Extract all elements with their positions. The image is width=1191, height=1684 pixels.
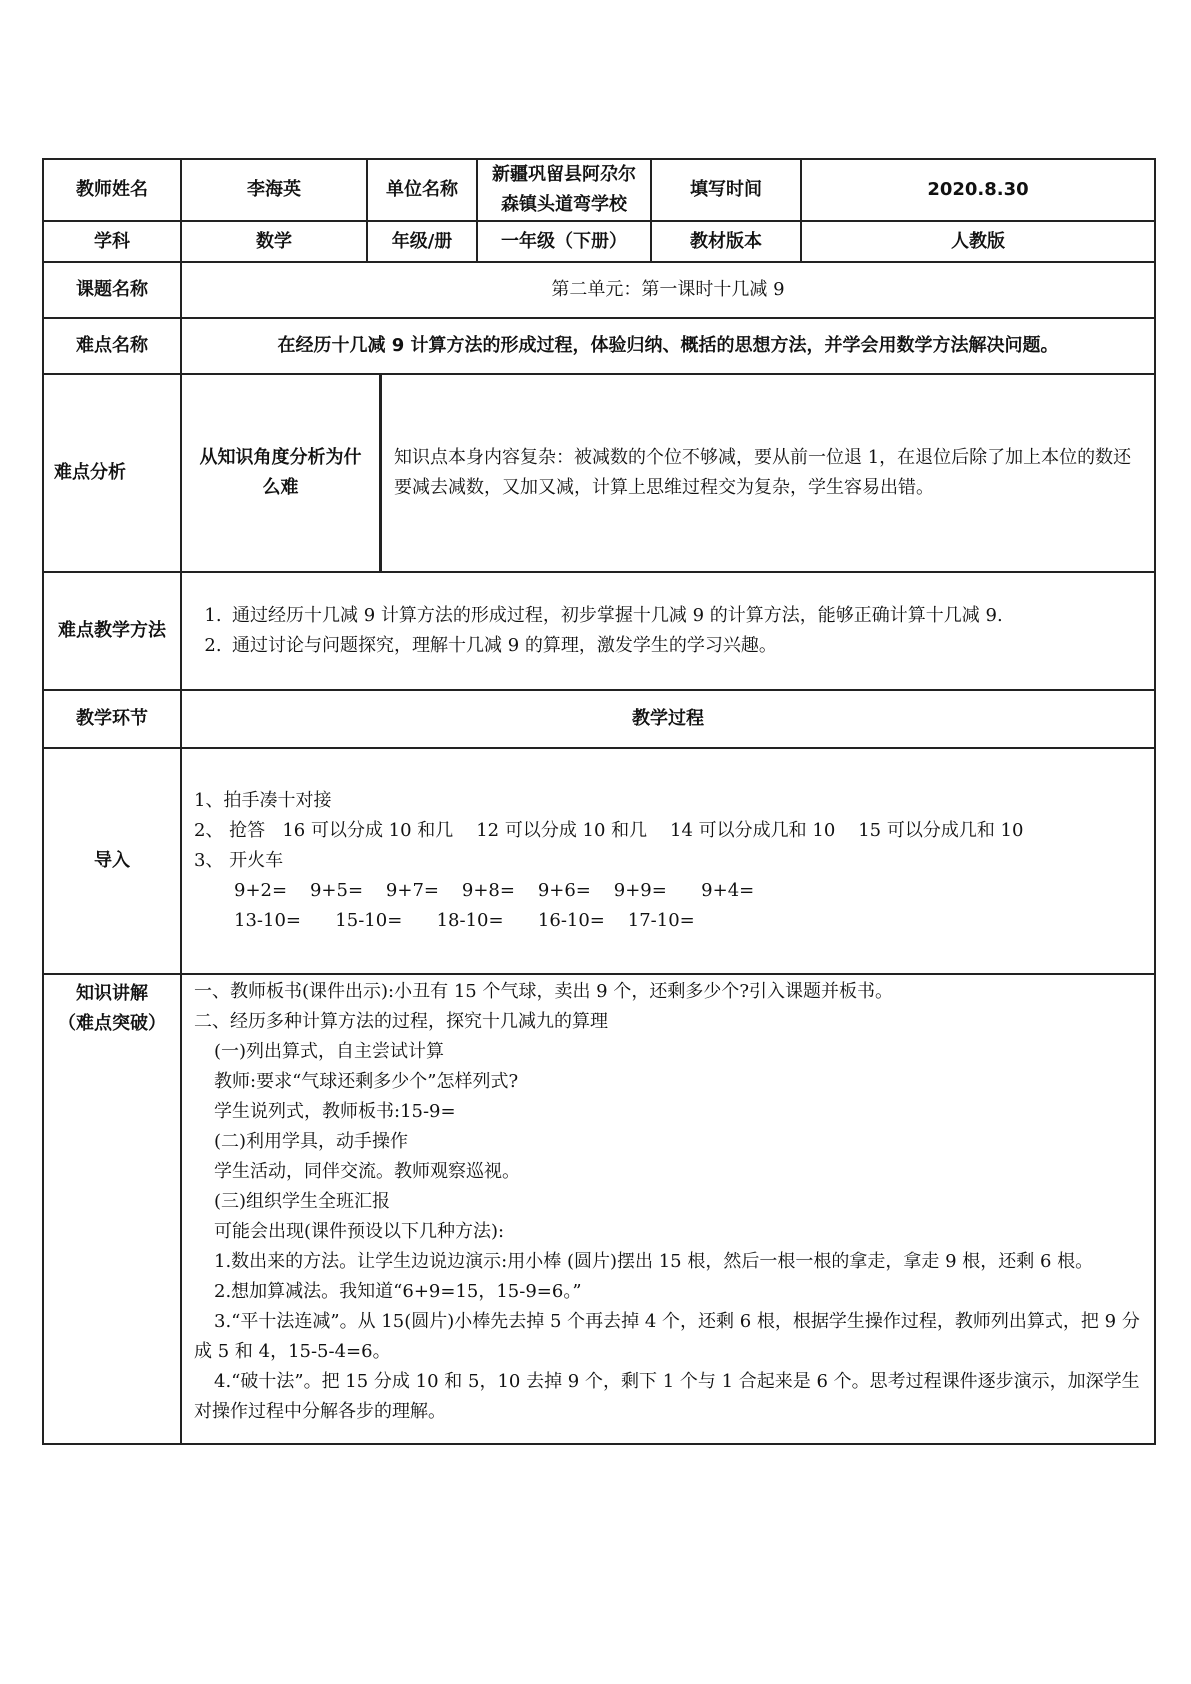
grade-label: 年级/册 <box>367 221 477 262</box>
date-label: 填写时间 <box>651 159 801 221</box>
knowledge-line: 学生活动，同伴交流。教师观察巡视。 <box>214 1161 520 1182</box>
knowledge-line: (一)列出算式，自主尝试计算 <box>214 1041 445 1062</box>
knowledge-line: 2.想加算减法。我知道“6+9=15，15-9=6。” <box>214 1281 582 1302</box>
subject-value: 数学 <box>181 221 367 262</box>
intro-label: 导入 <box>43 748 181 974</box>
intro-line: 3、 开火车 <box>194 850 284 871</box>
method-list <box>194 601 1142 661</box>
knowledge-line: 二、经历多种计算方法的过程，探究十几减九的算理 <box>194 1011 608 1032</box>
grade-value: 一年级（下册） <box>477 221 651 262</box>
knowledge-label: 知识讲解 <box>76 983 148 1004</box>
edition-value: 人教版 <box>801 221 1155 262</box>
analysis-content <box>182 375 1154 571</box>
intro-row <box>43 748 1155 974</box>
edition-label: 教材版本 <box>651 221 801 262</box>
analysis-angle: 从知识角度分析为什么难 <box>182 375 382 571</box>
knowledge-line: 4.“破十法”。把 15 分成 10 和 5，10 去掉 9 个，剩下 1 个与 1 合起来是 6 个。思考过程课件逐步演示，加深学生对操作过程中分解各步的理解。 <box>194 1371 1140 1422</box>
analysis-label: 难点分析 <box>43 374 181 572</box>
knowledge-cell <box>181 974 1155 1444</box>
header-row-2 <box>43 221 1155 262</box>
knowledge-line: 可能会出现(课件预设以下几种方法): <box>214 1221 505 1242</box>
knowledge-line: 教师:要求“气球还剩多少个”怎样列式? <box>214 1071 519 1092</box>
method-item <box>194 631 1142 661</box>
header-row-1 <box>43 159 1155 221</box>
topic-row <box>43 262 1155 318</box>
subject-label: 学科 <box>43 221 181 262</box>
intro-line: 13-10= 15-10= 18-10= 16-10= 17-10= <box>234 910 695 931</box>
knowledge-line: 1.数出来的方法。让学生边说边演示:用小棒 (圆片)摆出 15 根，然后一根一根的拿走，拿走 9 根，还剩 6 根。 <box>214 1251 1094 1272</box>
unit-value: 新疆巩留县阿尕尔森镇头道弯学校 <box>477 159 651 221</box>
analysis-row <box>43 374 1155 572</box>
intro-cell <box>181 748 1155 974</box>
analysis-cell <box>181 374 1155 572</box>
knowledge-line: 一、教师板书(课件出示):小丑有 15 个气球，卖出 9 个，还剩多少个?引入课题并板书。 <box>194 981 893 1002</box>
lesson-plan-page <box>42 158 1154 1445</box>
unit-label: 单位名称 <box>367 159 477 221</box>
method-label: 难点教学方法 <box>43 572 181 690</box>
difficulty-row <box>43 318 1155 374</box>
knowledge-line: (三)组织学生全班汇报 <box>214 1191 391 1212</box>
knowledge-sublabel: （难点突破） <box>58 1013 166 1034</box>
difficulty-label: 难点名称 <box>43 318 181 374</box>
method-item-text: 通过经历十几减 9 计算方法的形成过程，初步掌握十几减 9 的计算方法，能够正确计算十几减 9. <box>232 605 1003 626</box>
method-cell <box>181 572 1155 690</box>
section-label: 教学环节 <box>43 690 181 748</box>
method-item <box>194 601 1142 631</box>
teacher-label: 教师姓名 <box>43 159 181 221</box>
method-item-num: 1. <box>204 605 222 626</box>
analysis-text: 知识点本身内容复杂：被减数的个位不够减，要从前一位退 1，在退位后除了加上本位的数还要减去减数，又加又减，计算上思维过程交为复杂，学生容易出错。 <box>394 447 1132 498</box>
knowledge-line: 学生说列式，教师板书:15-9= <box>214 1101 456 1122</box>
section-header-row <box>43 690 1155 748</box>
knowledge-row <box>43 974 1155 1444</box>
intro-line: 2、 抢答 16 可以分成 10 和几 12 可以分成 10 和几 14 可以分成几和 10 15 可以分成几和 10 <box>194 820 1024 841</box>
topic-value: 第二单元：第一课时十几减 9 <box>181 262 1155 318</box>
difficulty-value: 在经历十几减 9 计算方法的形成过程，体验归纳、概括的思想方法，并学会用数学方法解决问题。 <box>181 318 1155 374</box>
knowledge-label-cell <box>43 974 181 1444</box>
method-item-text: 通过讨论与问题探究，理解十几减 9 的算理，激发学生的学习兴趣。 <box>232 635 777 656</box>
date-value: 2020.8.30 <box>801 159 1155 221</box>
method-item-num: 2. <box>204 635 222 656</box>
teacher-value: 李海英 <box>181 159 367 221</box>
method-row <box>43 572 1155 690</box>
knowledge-line: 3.“平十法连减”。从 15(圆片)小棒先去掉 5 个再去掉 4 个，还剩 6 根，根据学生操作过程，教师列出算式，把 9 分成 5 和 4，15-5-4=6。 <box>194 1311 1140 1362</box>
section-value: 教学过程 <box>181 690 1155 748</box>
topic-label: 课题名称 <box>43 262 181 318</box>
lesson-plan-table <box>42 158 1156 1445</box>
intro-line: 9+2= 9+5= 9+7= 9+8= 9+6= 9+9= 9+4= <box>234 880 755 901</box>
knowledge-line: (二)利用学具，动手操作 <box>214 1131 409 1152</box>
intro-line: 1、拍手凑十对接 <box>194 790 332 811</box>
